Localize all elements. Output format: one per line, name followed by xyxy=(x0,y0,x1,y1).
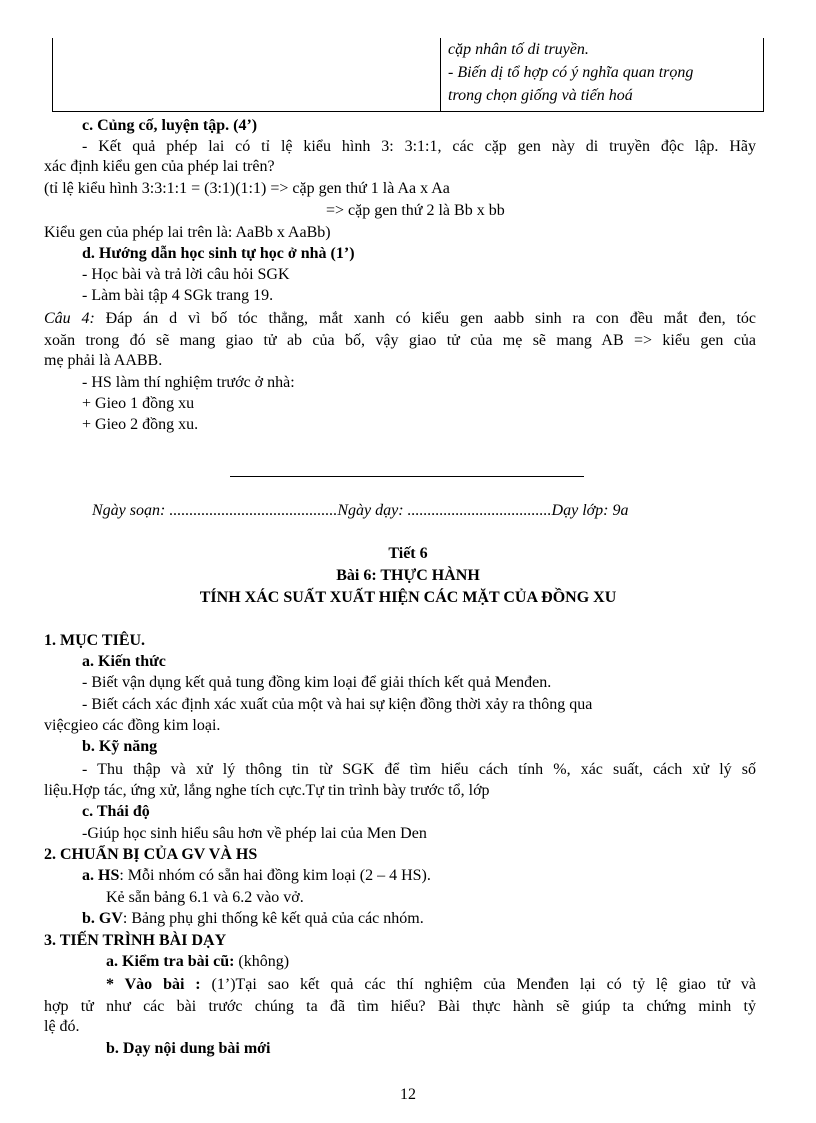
intro-line1: * Vào bài : (1’)Tại sao kết quả các thí nghiệm của Menđen lại có tỷ lệ giao tử và xyxy=(106,976,757,993)
table-cell-line: cặp nhân tố di truyền. xyxy=(448,41,589,58)
consolidation-heading: c. Củng cố, luyện tập. (4’) xyxy=(82,117,258,134)
homework-item: - Làm bài tập 4 SGk trang 19. xyxy=(82,287,274,304)
experiment-instruction: - HS làm thí nghiệm trước ở nhà: xyxy=(82,374,295,391)
objectives-heading: 1. MỤC TIÊU. xyxy=(44,632,146,649)
consolidation-answer-line2: => cặp gen thứ 2 là Bb x bb xyxy=(326,202,505,219)
consolidation-answer-line1: (tỉ lệ kiểu hình 3:3:1:1 = (3:1)(1:1) => cặp gen thứ 1 là Aa x Aa xyxy=(44,180,450,197)
knowledge-item-cont: việcgieo các đồng kim loại. xyxy=(44,717,221,734)
preparation-hs: a. HS: Mỗi nhóm có sẵn hai đồng kim loại (2 – 4 HS). xyxy=(82,867,431,884)
date-line: Ngày soạn: ..........................................Ngày dạy: ....................................Dạy lớp: 9a xyxy=(92,502,629,519)
table-right-border xyxy=(763,38,764,112)
table-bottom-border xyxy=(52,111,764,112)
experiment-item: + Gieo 2 đồng xu. xyxy=(82,416,199,433)
experiment-item: + Gieo 1 đồng xu xyxy=(82,395,195,412)
knowledge-item: - Biết vận dụng kết quả tung đồng kim loại để giải thích kết quả Menđen. xyxy=(82,674,552,691)
table-left-border xyxy=(52,38,53,112)
table-right-cell xyxy=(448,38,758,107)
table-middle-border xyxy=(440,38,441,112)
question4-line3: mẹ phải là AABB. xyxy=(44,352,163,369)
consolidation-answer-line3: Kiểu gen của phép lai trên là: AaBb x AaBb) xyxy=(44,224,331,241)
intro-line3: lệ đó. xyxy=(44,1018,80,1035)
table-cell-line: - Biến dị tổ hợp có ý nghĩa quan trọng xyxy=(448,64,694,81)
attitude-heading: c. Thái độ xyxy=(82,803,150,820)
old-lesson-check: a. Kiểm tra bài cũ: (không) xyxy=(106,953,290,970)
skills-line2: liệu.Hợp tác, ứng xử, lắng nghe tích cực.Tự tin trình bày trước tổ, lớp xyxy=(44,782,490,799)
question4-line2: xoăn trong đó sẽ mang giao tử ab của bố, vậy giao tử của mẹ sẽ mang AB => kiểu gen của xyxy=(44,332,756,349)
attitude-line: -Giúp học sinh hiểu sâu hơn về phép lai của Men Den xyxy=(82,825,427,842)
question4-line1: Câu 4: Đáp án d vì bố tóc thẳng, mắt xanh có kiểu gen aabb sinh ra con đều mắt đen, tóc xyxy=(44,310,756,327)
preparation-gv: b. GV: Bảng phụ ghi thống kê kết quả của các nhóm. xyxy=(82,910,424,927)
lesson-title: TÍNH XÁC SUẤT XUẤT HIỆN CÁC MẶT CỦA ĐỒNG XU xyxy=(199,589,617,606)
homework-item: - Học bài và trả lời câu hỏi SGK xyxy=(82,266,290,283)
continued-table xyxy=(52,38,764,112)
table-cell-line: trong chọn giống và tiến hoá xyxy=(448,87,633,104)
consolidation-question-line1: - Kết quả phép lai có tỉ lệ kiểu hình 3: 3:1:1, các cặp gen này di truyền độc lập. Hãy xyxy=(82,138,756,155)
section-divider xyxy=(230,476,584,477)
consolidation-question-line2: xác định kiểu gen của phép lai trên? xyxy=(44,158,275,175)
procedure-heading: 3. TIẾN TRÌNH BÀI DẠY xyxy=(44,932,227,949)
homework-heading: d. Hướng dẫn học sinh tự học ở nhà (1’) xyxy=(82,245,355,262)
skills-heading: b. Kỹ năng xyxy=(82,738,158,755)
knowledge-heading: a. Kiến thức xyxy=(82,653,166,670)
skills-line1: - Thu thập và xử lý thông tin từ SGK để tìm hiểu cách tính %, xác suất, cách xử lý số xyxy=(82,761,756,778)
lesson-number: Tiết 6 xyxy=(388,545,428,562)
preparation-hs-cont: Kẻ sẵn bảng 6.1 và 6.2 vào vở. xyxy=(106,889,304,906)
knowledge-item: - Biết cách xác định xác xuất của một và hai sự kiện đồng thời xảy ra thông qua xyxy=(82,696,593,713)
intro-line2: hợp tử như các bài trước chúng ta đã tìm hiểu? Bài thực hành sẽ giúp ta chứng minh tỷ xyxy=(44,998,756,1015)
lesson-subtitle: Bài 6: THỰC HÀNH xyxy=(336,567,480,584)
preparation-heading: 2. CHUẨN BỊ CỦA GV VÀ HS xyxy=(44,846,258,863)
page-number: 12 xyxy=(400,1086,416,1103)
new-content-heading: b. Dạy nội dung bài mới xyxy=(106,1040,271,1057)
